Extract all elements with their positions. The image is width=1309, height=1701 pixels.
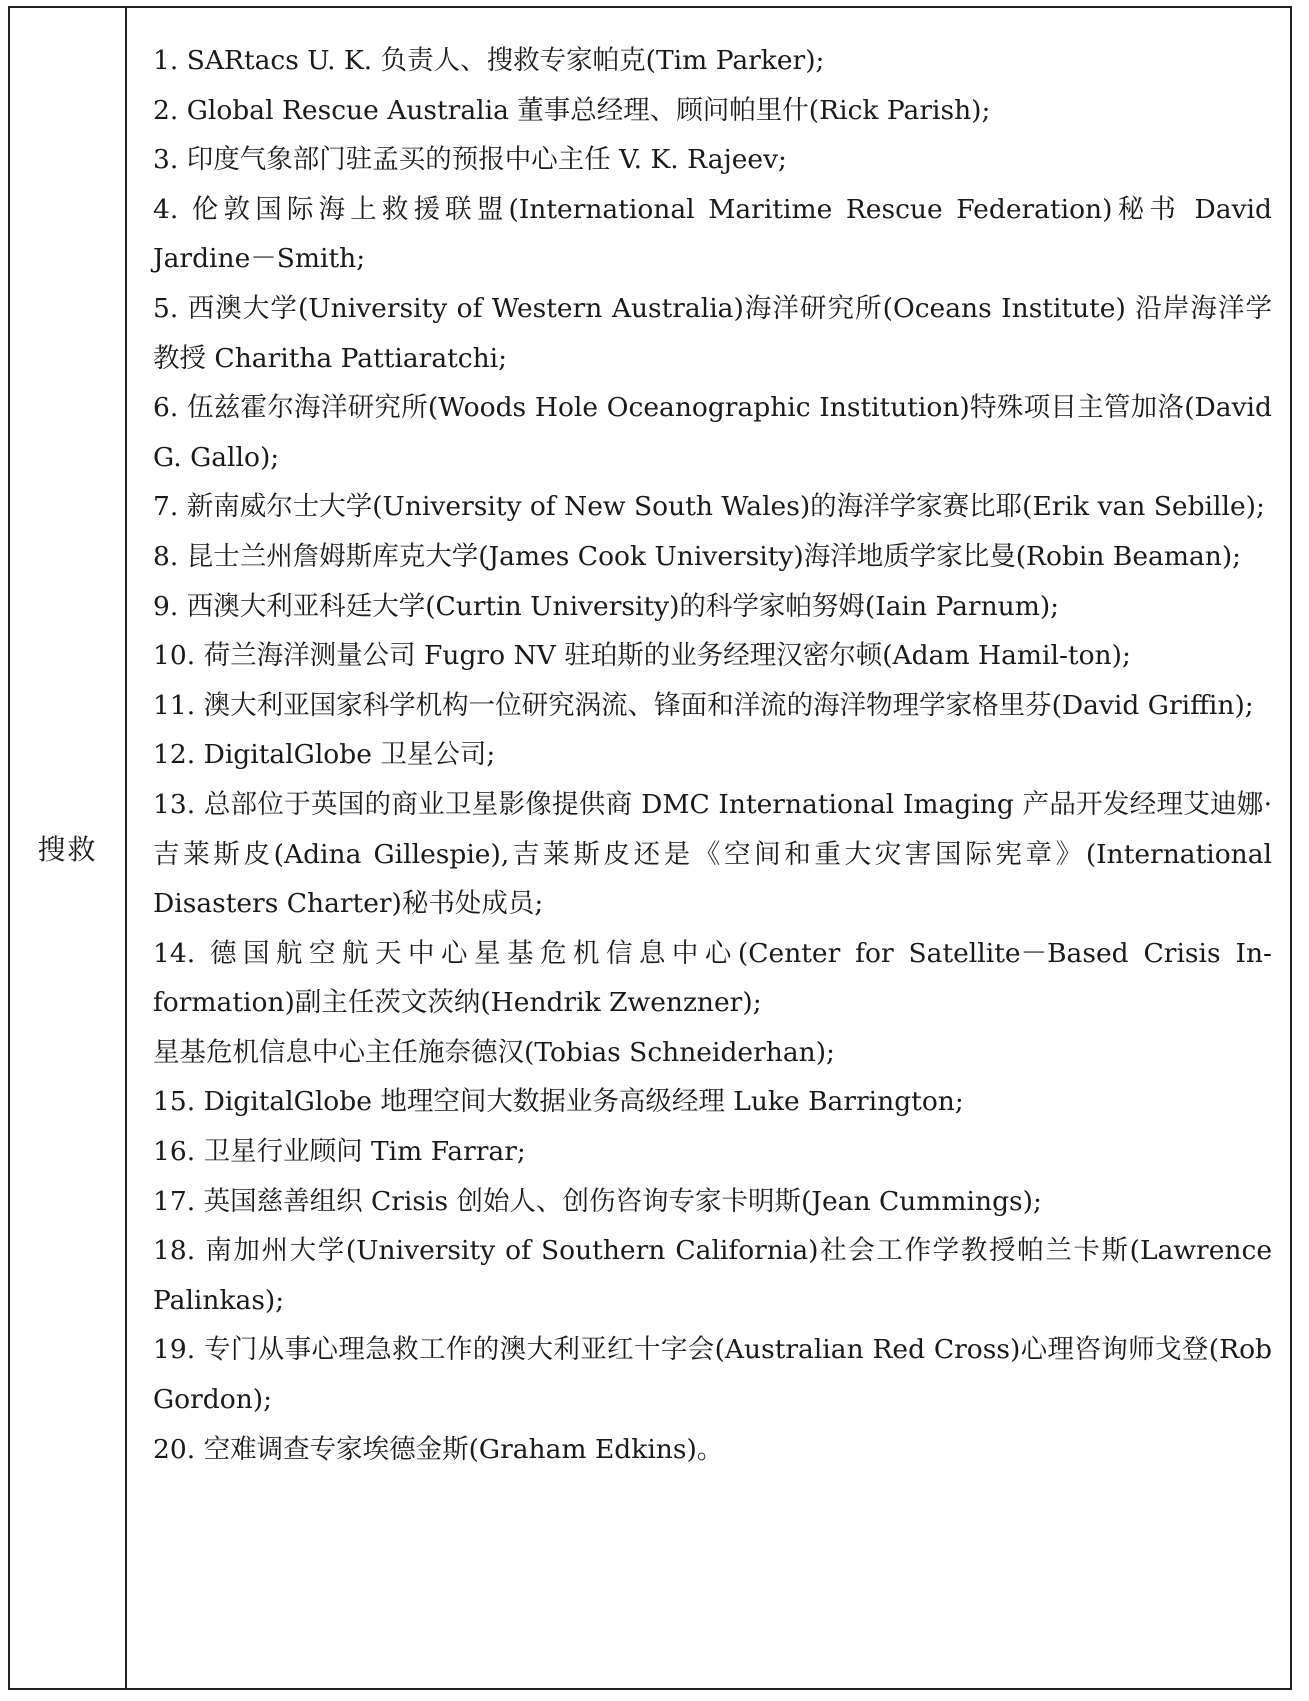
list-item: 星基危机信息中心主任施奈德汉(Tobias Schneiderhan);	[153, 1036, 835, 1068]
list-item: 12. DigitalGlobe 卫星公司;	[153, 739, 496, 771]
list-item: 1. SARtacs U. K. 负责人、搜救专家帕克(Tim Parker);	[153, 45, 825, 76]
list-item: 20. 空难调查专家埃德金斯(Graham Edkins)。	[153, 1433, 724, 1465]
list-item: 6. 伍兹霍尔海洋研究所(Woods Hole Oceanographic Institution)特殊项目主管加洛(David G. Gallo);	[153, 392, 1272, 473]
category-cell	[10, 8, 127, 1688]
list-item: 18. 南加州大学(University of Southern California)社会工作学教授帕兰卡斯(Lawrence Palinkas);	[153, 1235, 1272, 1316]
list-item: 14. 德国航空航天中心星基危机信息中心(Center for Satellite－Based Crisis In-formation)副主任茨文茨纳(Hendrik Zwenzner);	[153, 937, 1272, 1019]
list-item: 5. 西澳大学(University of Western Australia)海洋研究所(Oceans Institute) 沿岸海洋学教授 Charitha Pattiaratchi;	[153, 292, 1272, 374]
list-item: 3. 印度气象部门驻孟买的预报中心主任 V. K. Rajeev;	[153, 144, 787, 176]
expert-list	[127, 8, 1290, 1688]
list-item: 16. 卫星行业顾问 Tim Farrar;	[153, 1136, 526, 1168]
list-item: 19. 专门从事心理急救工作的澳大利亚红十字会(Australian Red Cross)心理咨询师戈登(Rob Gordon);	[153, 1334, 1272, 1416]
list-item: 13. 总部位于英国的商业卫星影像提供商 DMC International Imaging 产品开发经理艾迪娜·吉莱斯皮(Adina Gillespie),吉莱斯皮还是《空间和重大灾害国际宪章》(International Disasters Charter)秘书处成员;	[153, 788, 1272, 920]
category-label: 搜救	[37, 833, 98, 866]
list-item: 7. 新南威尔士大学(University of New South Wales)的海洋学家赛比耶(Erik van Sebille);	[153, 491, 1265, 523]
list-item: 11. 澳大利亚国家科学机构一位研究涡流、锋面和洋流的海洋物理学家格里芬(David Griffin);	[153, 689, 1254, 721]
list-item: 17. 英国慈善组织 Crisis 创始人、创伤咨询专家卡明斯(Jean Cummings);	[153, 1185, 1042, 1217]
expert-table	[8, 6, 1292, 1690]
list-item: 4. 伦敦国际海上救援联盟(International Maritime Rescue Federation)秘书 David Jardine－Smith;	[153, 193, 1272, 275]
list-item: 10. 荷兰海洋测量公司 Fugro NV 驻珀斯的业务经理汉密尔顿(Adam Hamil-ton);	[153, 640, 1131, 672]
list-item: 9. 西澳大利亚科廷大学(Curtin University)的科学家帕努姆(Iain Parnum);	[153, 590, 1060, 622]
list-item: 8. 昆士兰州詹姆斯库克大学(James Cook University)海洋地质学家比曼(Robin Beaman);	[153, 540, 1242, 572]
list-item: 2. Global Rescue Australia 董事总经理、顾问帕里什(Rick Parish);	[153, 94, 991, 126]
list-item: 15. DigitalGlobe 地理空间大数据业务高级经理 Luke Barrington;	[153, 1086, 964, 1118]
